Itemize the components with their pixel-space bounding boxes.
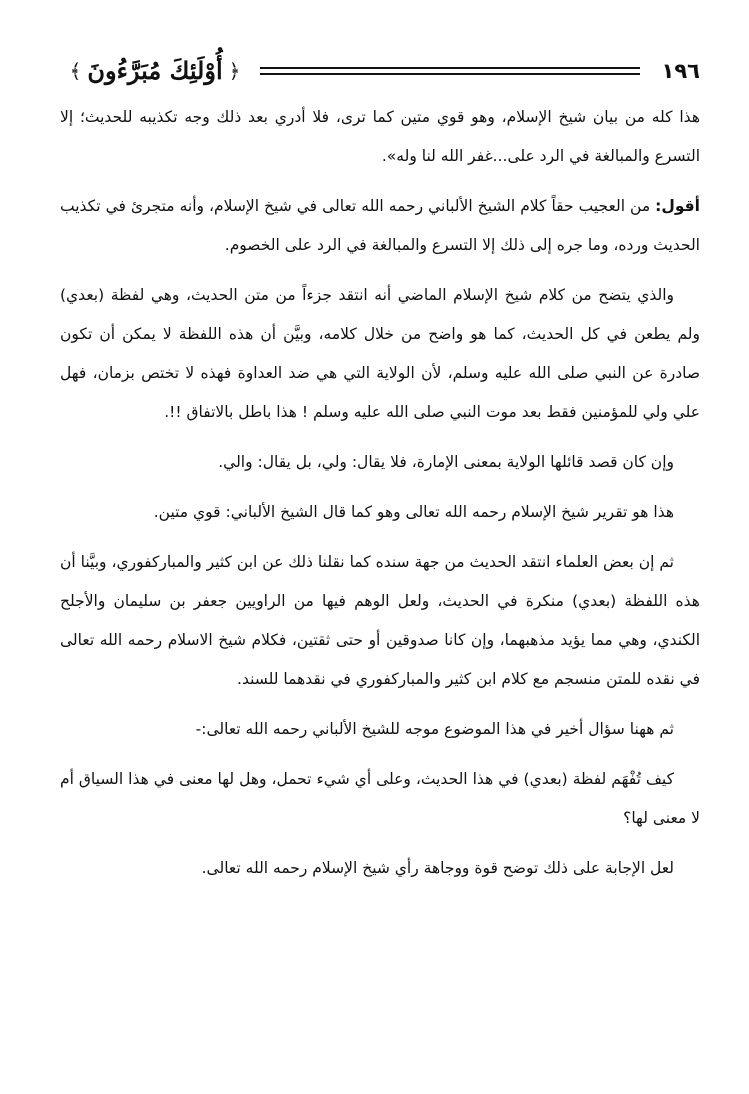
paragraph-2 [60,187,700,265]
paragraph-8 [60,760,700,838]
paragraph-8-text: كيف تُفْهَم لفظة (بعدي) في هذا الحديث، وعلى أي شيء تحمل، وهل لها معنى في هذا السياق أم لا معنى لها؟ [60,770,700,827]
running-title-frame [60,52,250,90]
paragraph-5-text: هذا هو تقرير شيخ الإسلام رحمه الله تعالى وهو كما قال الشيخ الألباني: قوي متين. [153,503,674,521]
page-body [60,98,700,899]
paragraph-4-text: وإن كان قصد قائلها الولاية بمعنى الإمارة، فلا يقال: ولي، بل يقال: والي. [218,453,674,471]
paragraph-1-text: هذا كله من بيان شيخ الإسلام، وهو قوي متين كما ترى، فلا أدري بعد ذلك وجه تكذيبه للحديث؛ إلا التسرع والمبالغة في الرد على...غفر الله لنا وله». [60,108,700,165]
page-number: ١٩٦ [661,59,700,83]
page-header [60,52,700,90]
paragraph-2-text: من العجيب حقاً كلام الشيخ الألباني رحمه الله تعالى في شيخ الإسلام، وأنه متجرئ في تكذيب الحديث ورده، وما جره إلى ذلك إلا التسرع والمبالغة في الرد على الخصوم. [60,197,700,254]
paragraph-6-text: ثم إن بعض العلماء انتقد الحديث من جهة سنده كما نقلنا ذلك عن ابن كثير والمباركفوري، وبيَّنا أن هذه اللفظة (بعدي) منكرة في الحديث، ولعل الوهم فيها من الراويين جعفر بن سليمان والأجلح الكندي، وهي مما يؤيد مذهبهما، وإن كانا صدوقين أو حتى ثقتين، فكلام شيخ الاسلام رحمه الله تعالى في نقده للمتن منسجم مع كلام ابن كثير والمباركفوري في نقدهما للسند. [60,553,700,688]
paragraph-2-lead: أقول: [655,197,700,215]
ornament-right: ﴿ [228,59,241,83]
paragraph-4 [60,443,700,482]
header-rule [260,67,640,75]
ornament-left: ﴾ [69,59,82,83]
paragraph-9 [60,849,700,888]
paragraph-6 [60,543,700,699]
paragraph-7-text: ثم ههنا سؤال أخير في هذا الموضوع موجه للشيخ الألباني رحمه الله تعالى:- [195,720,674,738]
paragraph-7 [60,710,700,749]
running-title: أُوْلَئِكَ مُبَرَّءُونَ [87,56,223,85]
paragraph-3-text: والذي يتضح من كلام شيخ الإسلام الماضي أنه انتقد جزءاً من متن الحديث، وهي لفظة (بعدي) ولم يطعن في كل الحديث، كما هو واضح من خلال كلامه، وبيَّن أن هذه اللفظة لا يمكن أن تكون صادرة عن النبي صلى الله عليه وسلم، لأن الولاية التي هي ضد العداوة فهذه لا تختص بزمان، فهل علي ولي للمؤمنين فقط بعد موت النبي صلى الله عليه وسلم ! هذا باطل بالاتفاق !!. [60,286,700,421]
paragraph-9-text: لعل الإجابة على ذلك توضح قوة ووجاهة رأي شيخ الإسلام رحمه الله تعالى. [201,859,674,877]
paragraph-3 [60,276,700,432]
paragraph-5 [60,493,700,532]
paragraph-1 [60,98,700,176]
